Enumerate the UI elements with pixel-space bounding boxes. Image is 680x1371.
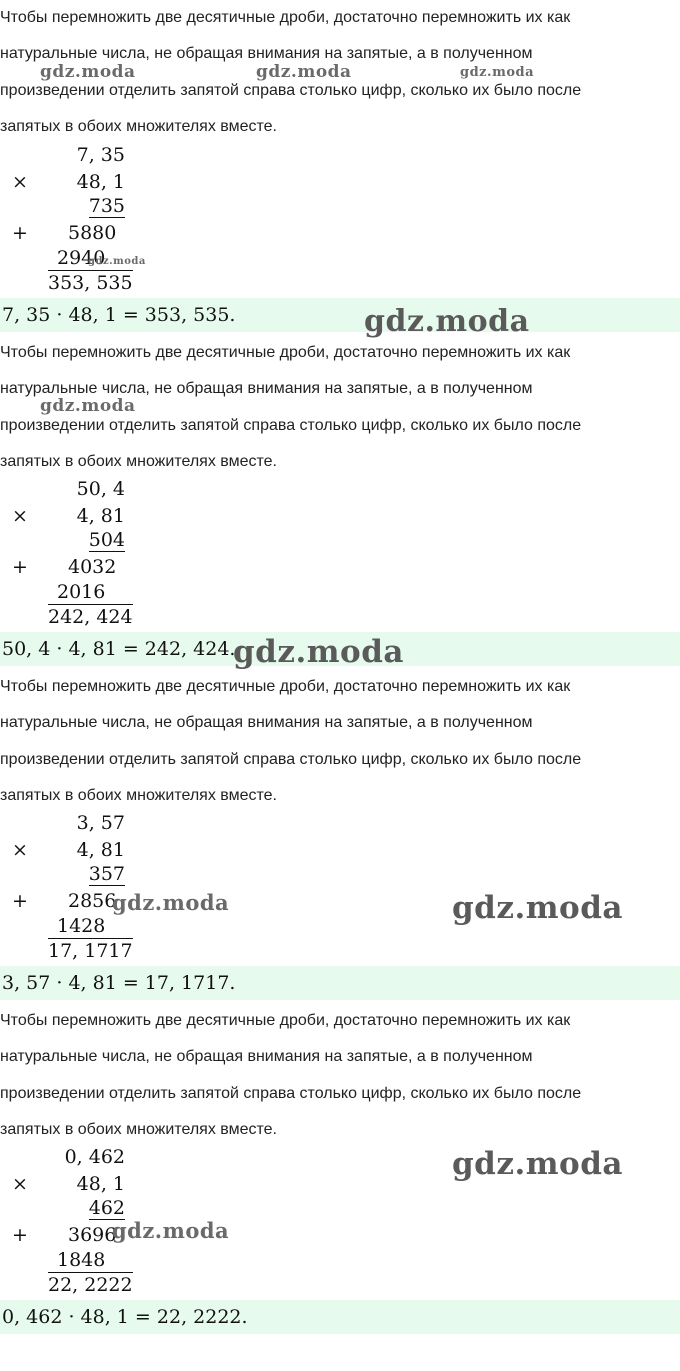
partial-product: 2940	[57, 247, 106, 269]
result-equation: 0, 462 · 48, 1 = 22, 2222.	[2, 1306, 248, 1328]
watermark: gdz.moda	[452, 890, 623, 926]
partial-product: 2016	[57, 581, 106, 603]
rule-line: запятых в обоих множителях вместе.	[0, 453, 277, 470]
watermark: gdz.moda	[233, 634, 404, 670]
watermark: gdz.moda	[40, 62, 136, 82]
result-equation: 3, 57 · 4, 81 = 17, 1717.	[2, 972, 236, 994]
rule-line: натуральные числа, не обращая внимания на запятые, а в полученном	[0, 380, 533, 397]
product: 242, 424	[48, 606, 133, 628]
partial-product: 1848	[57, 1249, 106, 1271]
partial-product: 462	[88, 1197, 125, 1219]
times-sign: ×	[12, 171, 28, 193]
watermark: gdz.moda	[40, 396, 136, 416]
result-equation: 50, 4 · 4, 81 = 242, 424.	[2, 638, 236, 660]
watermark: gdz.moda	[364, 304, 530, 339]
plus-sign: +	[12, 556, 28, 578]
times-sign: ×	[12, 839, 28, 861]
plus-sign: +	[12, 222, 28, 244]
result-equation: 7, 35 · 48, 1 = 353, 535.	[2, 304, 236, 326]
watermark: gdz.moda	[452, 1146, 623, 1182]
watermark: gdz.moda	[256, 62, 352, 82]
partial-product: 4032	[68, 556, 117, 578]
rule-line: натуральные числа, не обращая внимания на запятые, а в полученном	[0, 45, 533, 62]
result-line	[0, 1300, 680, 1334]
partial-product: 2856	[68, 890, 117, 912]
partial-product: 504	[88, 529, 125, 551]
rule-line: запятых в обоих множителях вместе.	[0, 118, 277, 135]
rule-line: запятых в обоих множителях вместе.	[0, 787, 277, 804]
result-line	[0, 966, 680, 1000]
rule-line: Чтобы перемножить две десятичные дроби, достаточно перемножить их как	[0, 1012, 571, 1029]
times-sign: ×	[12, 1173, 28, 1195]
product: 22, 2222	[48, 1274, 133, 1296]
rule-line: произведении отделить запятой справа столько цифр, сколько их было после	[0, 417, 582, 434]
plus-sign: +	[12, 1224, 28, 1246]
product: 17, 1717	[48, 940, 133, 962]
rule-line: запятых в обоих множителях вместе.	[0, 1121, 277, 1138]
rule-line: Чтобы перемножить две десятичные дроби, достаточно перемножить их как	[0, 678, 571, 695]
rule-line: Чтобы перемножить две десятичные дроби, достаточно перемножить их как	[0, 9, 571, 26]
partial-product: 1428	[57, 915, 106, 937]
multiplier: 4, 81	[76, 505, 125, 527]
watermark: gdz.moda	[88, 256, 146, 267]
result-line	[0, 298, 680, 332]
plus-sign: +	[12, 890, 28, 912]
watermark: gdz.moda	[112, 890, 230, 915]
multiplicand: 0, 462	[64, 1146, 125, 1168]
partial-product: 3696	[68, 1224, 117, 1246]
rule-line: произведении отделить запятой справа столько цифр, сколько их было после	[0, 82, 582, 99]
product: 353, 535	[48, 272, 133, 294]
rule-line: натуральные числа, не обращая внимания на запятые, а в полученном	[0, 1048, 533, 1065]
watermark: gdz.moda	[460, 65, 535, 80]
multiplier: 4, 81	[76, 839, 125, 861]
multiplier: 48, 1	[76, 171, 125, 193]
multiplier: 48, 1	[76, 1173, 125, 1195]
multiplicand: 7, 35	[76, 144, 125, 166]
rule-line: произведении отделить запятой справа столько цифр, сколько их было после	[0, 1085, 582, 1102]
partial-product: 735	[88, 195, 125, 217]
partial-product: 357	[88, 863, 125, 885]
rule-line: произведении отделить запятой справа столько цифр, сколько их было после	[0, 751, 582, 768]
multiplicand: 3, 57	[76, 812, 125, 834]
partial-product: 5880	[68, 222, 117, 244]
watermark: gdz.moda	[112, 1218, 230, 1243]
times-sign: ×	[12, 505, 28, 527]
rule-line: Чтобы перемножить две десятичные дроби, достаточно перемножить их как	[0, 344, 571, 361]
rule-line: натуральные числа, не обращая внимания на запятые, а в полученном	[0, 714, 533, 731]
multiplicand: 50, 4	[76, 478, 125, 500]
